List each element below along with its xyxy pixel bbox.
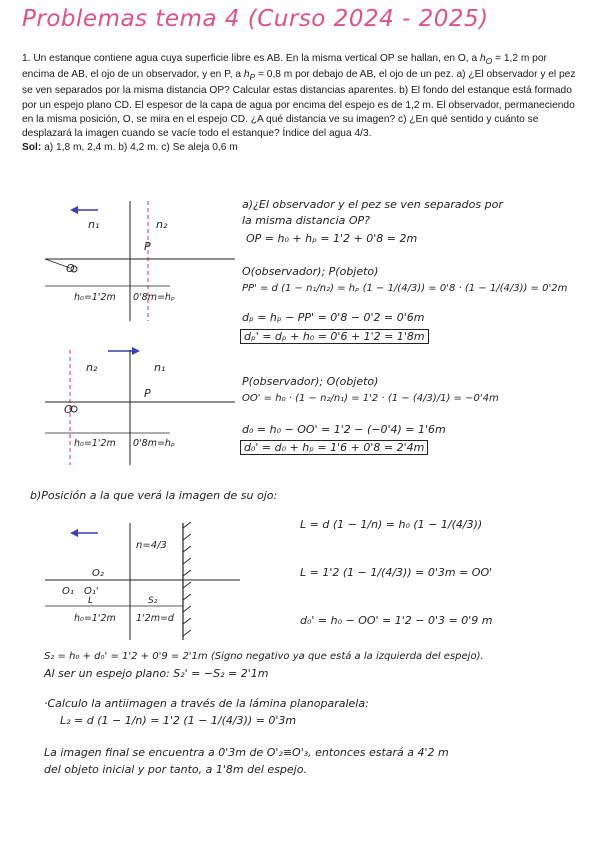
solution-label: Sol: — [22, 142, 42, 154]
label-h0: h₀=1'2m — [74, 438, 116, 449]
part-a-heading-1: a)¿El observador y el pez se ven separados por — [242, 198, 503, 211]
label-o: O — [64, 403, 73, 416]
label-h0: h₀=1'2m — [74, 613, 116, 624]
part-b-eq-2: L = 1'2 (1 − 1/(4/3)) = 0'3m = OO' — [300, 566, 493, 579]
case-2-equation: OO' = h₀ · (1 − n₂/n₁) = 1'2 · (1 − (4/3)/1) = −0'4m — [242, 393, 499, 404]
ho-subscript: O — [485, 56, 493, 67]
ray-arrow-head — [132, 347, 140, 355]
case-2-title: P(observador); O(objeto) — [242, 375, 379, 388]
part-a-heading-2: la misma distancia OP? — [242, 214, 371, 227]
case-1-dp: dₚ = hₚ − PP' = 0'8 − 0'2 = 0'6m — [242, 311, 425, 324]
label-p: P — [144, 387, 151, 400]
final-text-1: La imagen final se encuentra a 0'3m de O'₂≡O'₃, entonces estará a 4'2 m — [44, 746, 449, 759]
mirror-equation: Al ser un espejo plano: S₂' = −S₂ = 2'1m — [44, 667, 269, 680]
anti-image-heading: ·Calculo la antiimagen a través de la lámina planoparalela: — [44, 697, 369, 710]
label-o: O — [66, 262, 75, 275]
part-b-heading: b)Posición a la que verá la imagen de su ojo: — [30, 489, 278, 502]
case-1-equation: PP' = d (1 − n₁/n₂) = hₚ (1 − 1/(4/3)) = 0'8 · (1 − 1/(4/3)) = 0'2m — [242, 283, 568, 294]
l2-equation: L₂ = d (1 − 1/n) = 1'2 (1 − 1/(4/3)) = 0'3m — [60, 714, 297, 727]
ray-arrow-head — [70, 529, 78, 537]
label-o1: O₁ — [62, 586, 74, 597]
case-1-dp-boxed: dₚ' = dₚ + h₀ = 0'6 + 1'2 = 1'8m — [240, 329, 429, 344]
case-2-do-boxed: d₀' = d₀ + hₚ = 1'6 + 0'8 = 2'4m — [240, 440, 428, 455]
part-b-eq-3: d₀' = h₀ − OO' = 1'2 − 0'3 = 0'9 m — [300, 614, 493, 627]
label-l: L — [88, 596, 94, 606]
statement-text: 1. Un estanque contiene agua cuya superficie libre es AB. En la misma vertical OP se hallan, en O, a — [22, 53, 480, 64]
label-hp: 0'8m=hₚ — [133, 438, 176, 449]
solution-text: a) 1,8 m, 2,4 m. b) 4,2 m. c) Se aleja 0,6 m — [41, 142, 238, 154]
diagram-2 — [40, 345, 240, 465]
label-n1: n₁ — [154, 361, 166, 374]
op-equation: OP = h₀ + hₚ = 1'2 + 0'8 = 2m — [246, 232, 418, 245]
diagram-1 — [40, 196, 240, 321]
label-n: n=4/3 — [136, 540, 167, 551]
page-title: Problemas tema 4 (Curso 2024 - 2025) — [22, 6, 489, 32]
hp-subscript: P — [249, 72, 256, 83]
hp-symbol: h — [243, 69, 250, 81]
label-p: P — [144, 240, 151, 253]
s2-equation: S₂ = h₀ + d₀' = 1'2 + 0'9 = 2'1m (Signo negativo ya que está a la izquierda del espejo). — [44, 651, 484, 662]
label-h0: h₀=1'2m — [74, 292, 116, 303]
statement-text: por debajo de AB, el ojo de un pez. a) ¿El observador y el pez se ven separados por la misma distancia OP? Calcular estas distancias aparentes. b) El fondo del estanque está formado por un espejo plano CD. El espesor de la capa de agua por encima del espejo es de 1,2 m. El observador, permaneciendo en la misma posición, O, se mira en el espejo CD. ¿A qué distancia ve su imagen? c) ¿En qué sentido y cuánto se desplazará la imagen cuando se vacíe todo el estanque? Índice del agua 4/3. — [22, 69, 576, 140]
statement-text: por encima de AB, el ojo de un observador, y en P, a — [22, 53, 547, 81]
case-1-title: O(observador); P(objeto) — [242, 265, 379, 278]
label-n2: n₂ — [156, 218, 168, 231]
label-hp: 0'8m=hₚ — [133, 292, 176, 303]
ho-value: = 1,2 m — [492, 53, 530, 64]
mirror-hatching — [183, 522, 191, 636]
label-o1-prime: O₁' — [84, 586, 99, 597]
ho-symbol: h — [479, 53, 486, 64]
ray-arrow-head — [70, 206, 78, 214]
diagram-3 — [40, 518, 260, 640]
hp-value: = 0,8 m — [255, 69, 293, 81]
label-n1: n₁ — [88, 218, 100, 231]
label-n2: n₂ — [86, 361, 98, 374]
label-o2: O₂ — [92, 568, 104, 579]
label-d: 1'2m=d — [136, 613, 174, 624]
case-2-do: d₀ = h₀ − OO' = 1'2 − (−0'4) = 1'6m — [242, 423, 446, 436]
problem-statement — [22, 52, 582, 155]
final-text-2: del objeto inicial y por tanto, a 1'8m del espejo. — [44, 763, 307, 776]
part-b-eq-1: L = d (1 − 1/n) = h₀ (1 − 1/(4/3)) — [300, 518, 483, 531]
label-s2: S₂ — [148, 596, 158, 606]
